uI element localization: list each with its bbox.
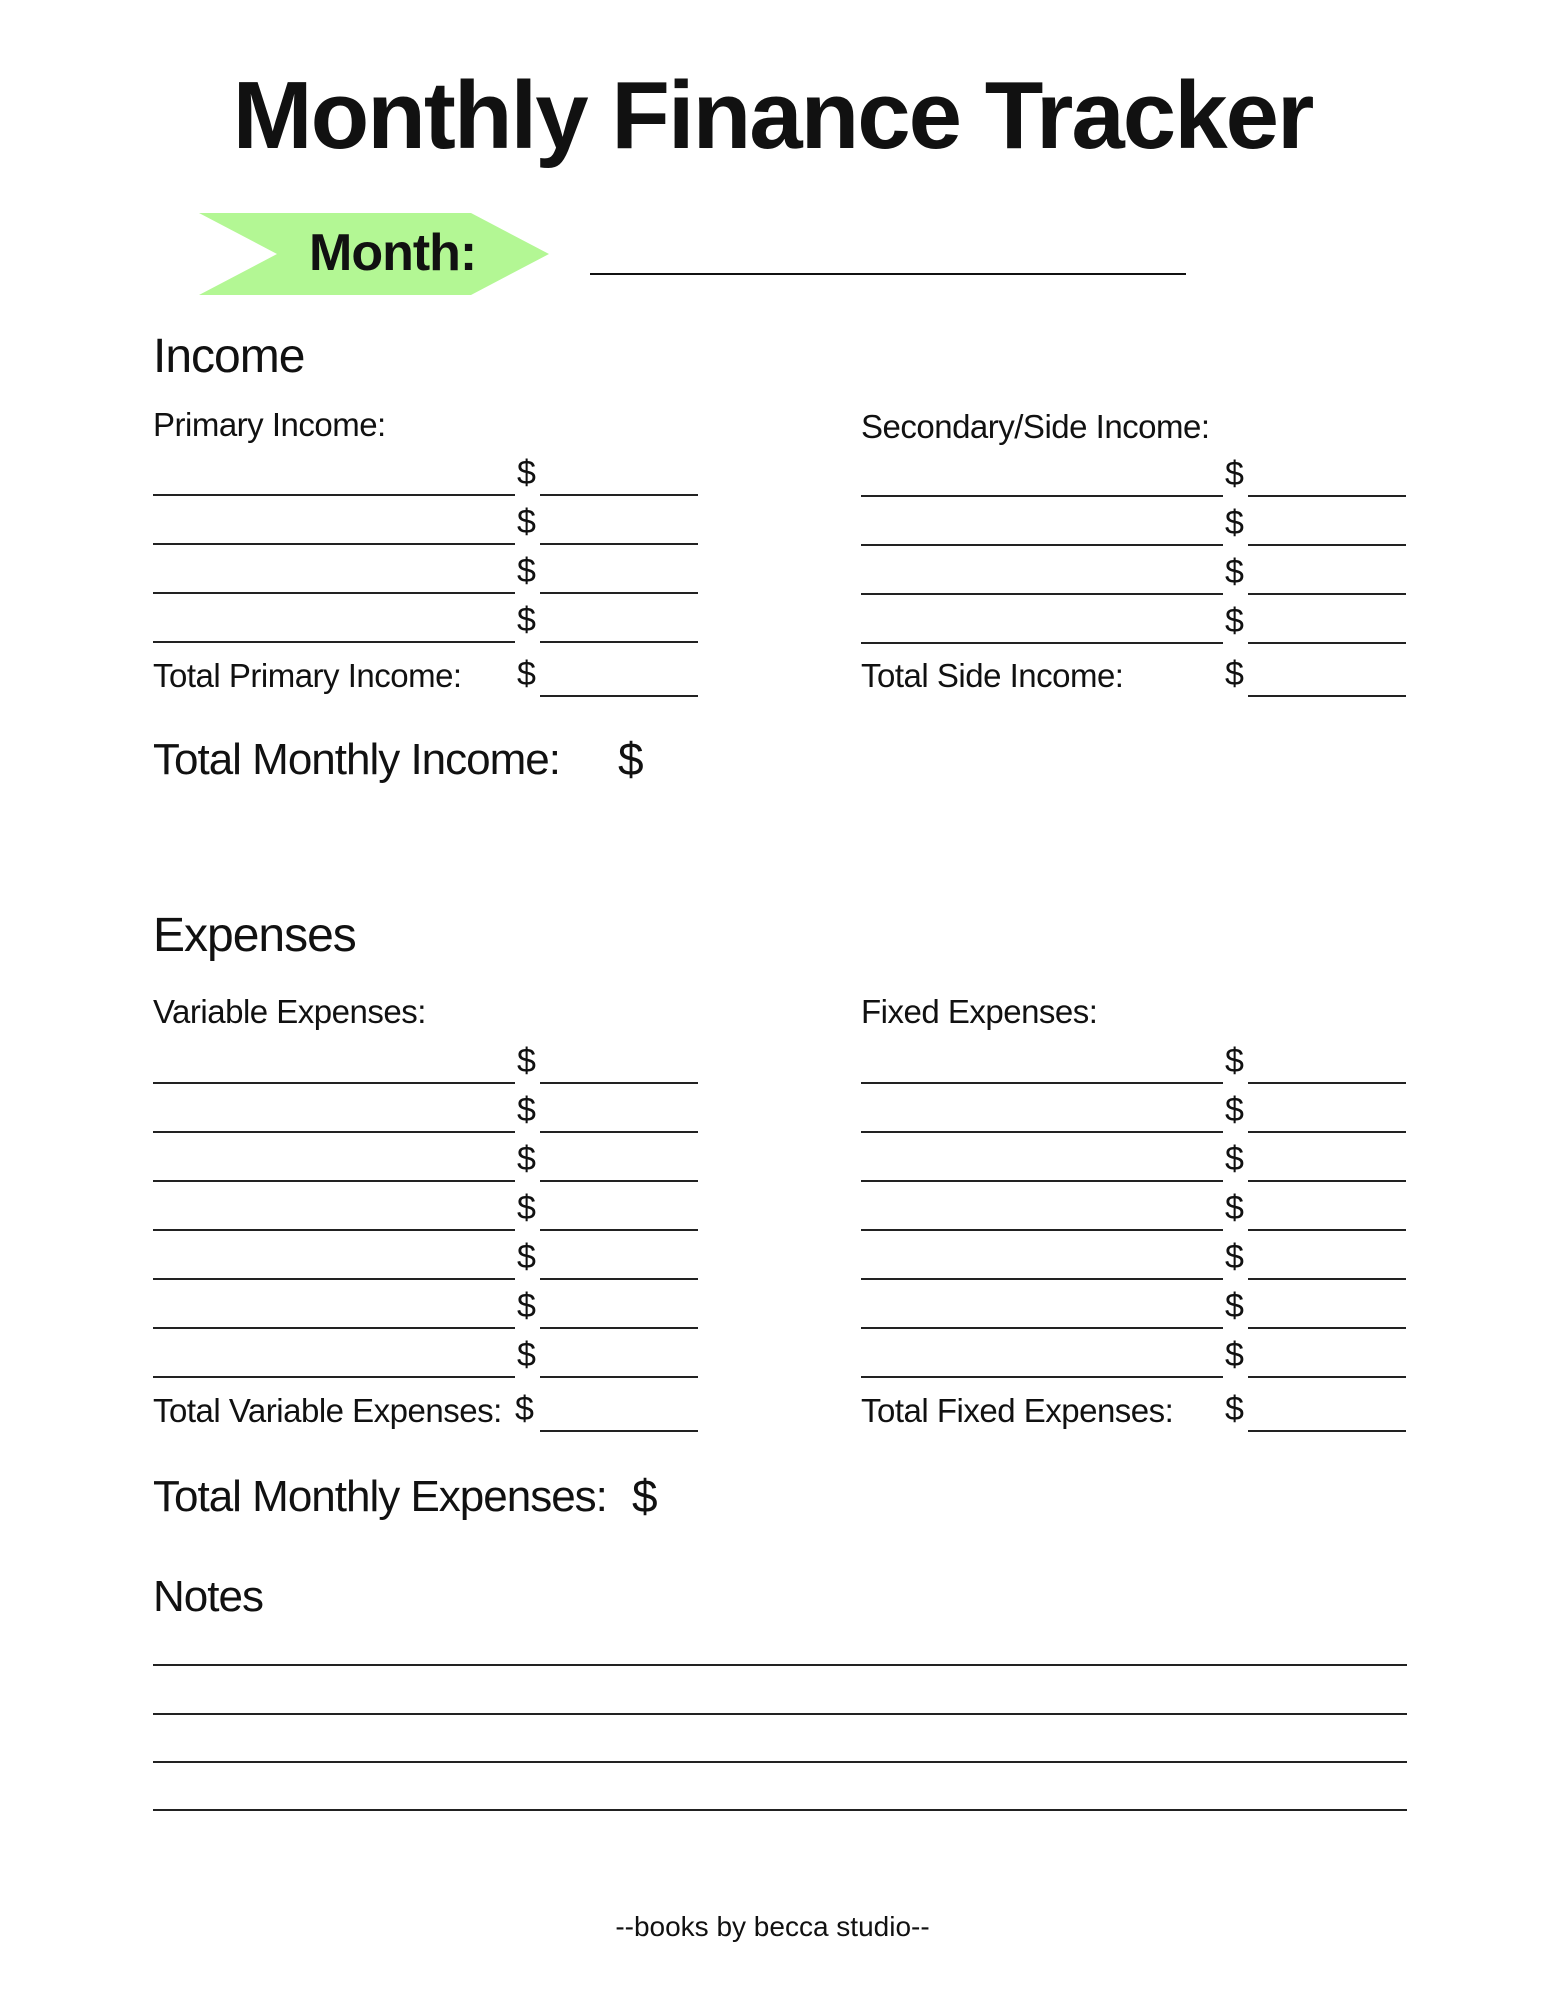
secondary-income-amount-field[interactable] [1248, 593, 1406, 595]
dollar-sign: $ [1225, 602, 1244, 640]
fixed-expense-amount-field[interactable] [1248, 1278, 1406, 1280]
primary-income-row [153, 456, 698, 496]
secondary-income-description-field[interactable] [861, 593, 1223, 595]
variable-expense-row [153, 1289, 698, 1329]
secondary-income-amount-field[interactable] [1248, 495, 1406, 497]
dollar-sign: $ [517, 601, 536, 639]
primary-income-description-field[interactable] [153, 543, 515, 545]
variable-expense-row [153, 1338, 698, 1378]
total-variable-expenses-field[interactable] [540, 1430, 698, 1432]
dollar-sign: $ [1225, 455, 1244, 493]
total-monthly-income-dollar: $ [618, 733, 644, 785]
total-monthly-income-label: Total Monthly Income: [153, 735, 560, 784]
dollar-sign: $ [517, 454, 536, 492]
total-variable-expenses-row [153, 1392, 698, 1432]
total-fixed-expenses-row [861, 1392, 1406, 1432]
secondary-income-label: Secondary/Side Income: [861, 408, 1210, 445]
dollar-sign: $ [517, 1189, 536, 1227]
dollar-sign: $ [1225, 1390, 1244, 1428]
dollar-sign: $ [1225, 1091, 1244, 1129]
secondary-income-description-field[interactable] [861, 495, 1223, 497]
fixed-expense-description-field[interactable] [861, 1229, 1223, 1231]
variable-expense-amount-field[interactable] [540, 1131, 698, 1133]
secondary-income-amount-field[interactable] [1248, 544, 1406, 546]
total-variable-expenses-label: Total Variable Expenses: [153, 1392, 502, 1429]
dollar-sign: $ [515, 1390, 534, 1428]
fixed-expense-amount-field[interactable] [1248, 1082, 1406, 1084]
dollar-sign: $ [1225, 655, 1244, 693]
fixed-expense-description-field[interactable] [861, 1082, 1223, 1084]
fixed-expense-row [861, 1338, 1406, 1378]
total-side-income-field[interactable] [1248, 695, 1406, 697]
fixed-expense-amount-field[interactable] [1248, 1376, 1406, 1378]
total-side-income-row [861, 657, 1406, 697]
total-primary-income-label: Total Primary Income: [153, 657, 462, 694]
total-monthly-expenses-label: Total Monthly Expenses: [153, 1472, 607, 1521]
dollar-sign: $ [1225, 1140, 1244, 1178]
variable-expense-description-field[interactable] [153, 1229, 515, 1231]
total-side-income-label: Total Side Income: [861, 657, 1124, 694]
variable-expense-description-field[interactable] [153, 1082, 515, 1084]
month-banner [199, 213, 549, 295]
dollar-sign: $ [517, 1091, 536, 1129]
dollar-sign: $ [517, 655, 536, 693]
fixed-expense-row [861, 1240, 1406, 1280]
notes-line[interactable] [153, 1809, 1407, 1811]
variable-expense-description-field[interactable] [153, 1278, 515, 1280]
primary-income-row [153, 505, 698, 545]
secondary-income-row [861, 457, 1406, 497]
dollar-sign: $ [517, 552, 536, 590]
dollar-sign: $ [1225, 1189, 1244, 1227]
variable-expense-amount-field[interactable] [540, 1278, 698, 1280]
expenses-heading: Expenses [153, 909, 356, 962]
fixed-expense-description-field[interactable] [861, 1278, 1223, 1280]
fixed-expense-row [861, 1142, 1406, 1182]
fixed-expense-row [861, 1044, 1406, 1084]
variable-expense-description-field[interactable] [153, 1376, 515, 1378]
secondary-income-description-field[interactable] [861, 642, 1223, 644]
dollar-sign: $ [1225, 1287, 1244, 1325]
dollar-sign: $ [517, 1238, 536, 1276]
dollar-sign: $ [517, 1287, 536, 1325]
month-input-line[interactable] [590, 273, 1186, 275]
variable-expense-description-field[interactable] [153, 1327, 515, 1329]
fixed-expense-row [861, 1289, 1406, 1329]
notes-line[interactable] [153, 1761, 1407, 1763]
fixed-expense-amount-field[interactable] [1248, 1131, 1406, 1133]
primary-income-label: Primary Income: [153, 406, 386, 443]
secondary-income-amount-field[interactable] [1248, 642, 1406, 644]
dollar-sign: $ [517, 1140, 536, 1178]
month-label: Month: [309, 224, 477, 282]
variable-expense-row [153, 1142, 698, 1182]
notes-line[interactable] [153, 1664, 1407, 1666]
variable-expense-amount-field[interactable] [540, 1376, 698, 1378]
fixed-expenses-label: Fixed Expenses: [861, 993, 1098, 1030]
fixed-expense-amount-field[interactable] [1248, 1180, 1406, 1182]
primary-income-amount-field[interactable] [540, 543, 698, 545]
primary-income-row [153, 603, 698, 643]
variable-expenses-label: Variable Expenses: [153, 993, 426, 1030]
dollar-sign: $ [517, 1336, 536, 1374]
secondary-income-row [861, 506, 1406, 546]
fixed-expense-amount-field[interactable] [1248, 1327, 1406, 1329]
page-title: Monthly Finance Tracker [232, 62, 1313, 169]
primary-income-description-field[interactable] [153, 641, 515, 643]
secondary-income-row [861, 604, 1406, 644]
primary-income-amount-field[interactable] [540, 592, 698, 594]
primary-income-amount-field[interactable] [540, 641, 698, 643]
dollar-sign: $ [517, 1042, 536, 1080]
dollar-sign: $ [517, 503, 536, 541]
notes-heading: Notes [153, 1572, 263, 1621]
notes-line[interactable] [153, 1713, 1407, 1715]
total-primary-income-row [153, 657, 698, 697]
dollar-sign: $ [1225, 1238, 1244, 1276]
total-fixed-expenses-label: Total Fixed Expenses: [861, 1392, 1174, 1429]
variable-expense-amount-field[interactable] [540, 1229, 698, 1231]
total-primary-income-field[interactable] [540, 695, 698, 697]
primary-income-amount-field[interactable] [540, 494, 698, 496]
variable-expense-amount-field[interactable] [540, 1327, 698, 1329]
variable-expense-amount-field[interactable] [540, 1180, 698, 1182]
fixed-expense-description-field[interactable] [861, 1131, 1223, 1133]
fixed-expense-description-field[interactable] [861, 1327, 1223, 1329]
primary-income-description-field[interactable] [153, 592, 515, 594]
variable-expense-row [153, 1191, 698, 1231]
total-monthly-expenses-dollar: $ [632, 1470, 658, 1522]
dollar-sign: $ [1225, 504, 1244, 542]
fixed-expense-description-field[interactable] [861, 1376, 1223, 1378]
dollar-sign: $ [1225, 553, 1244, 591]
fixed-expense-row [861, 1093, 1406, 1133]
variable-expense-row [153, 1093, 698, 1133]
fixed-expense-amount-field[interactable] [1248, 1229, 1406, 1231]
income-heading: Income [153, 330, 305, 383]
variable-expense-description-field[interactable] [153, 1131, 515, 1133]
total-fixed-expenses-field[interactable] [1248, 1430, 1406, 1432]
dollar-sign: $ [1225, 1336, 1244, 1374]
variable-expense-amount-field[interactable] [540, 1082, 698, 1084]
primary-income-row [153, 554, 698, 594]
variable-expense-row [153, 1044, 698, 1084]
variable-expense-description-field[interactable] [153, 1180, 515, 1182]
secondary-income-description-field[interactable] [861, 544, 1223, 546]
dollar-sign: $ [1225, 1042, 1244, 1080]
secondary-income-row [861, 555, 1406, 595]
fixed-expense-description-field[interactable] [861, 1180, 1223, 1182]
primary-income-description-field[interactable] [153, 494, 515, 496]
fixed-expense-row [861, 1191, 1406, 1231]
variable-expense-row [153, 1240, 698, 1280]
footer-credit: --books by becca studio-- [615, 1911, 930, 1942]
